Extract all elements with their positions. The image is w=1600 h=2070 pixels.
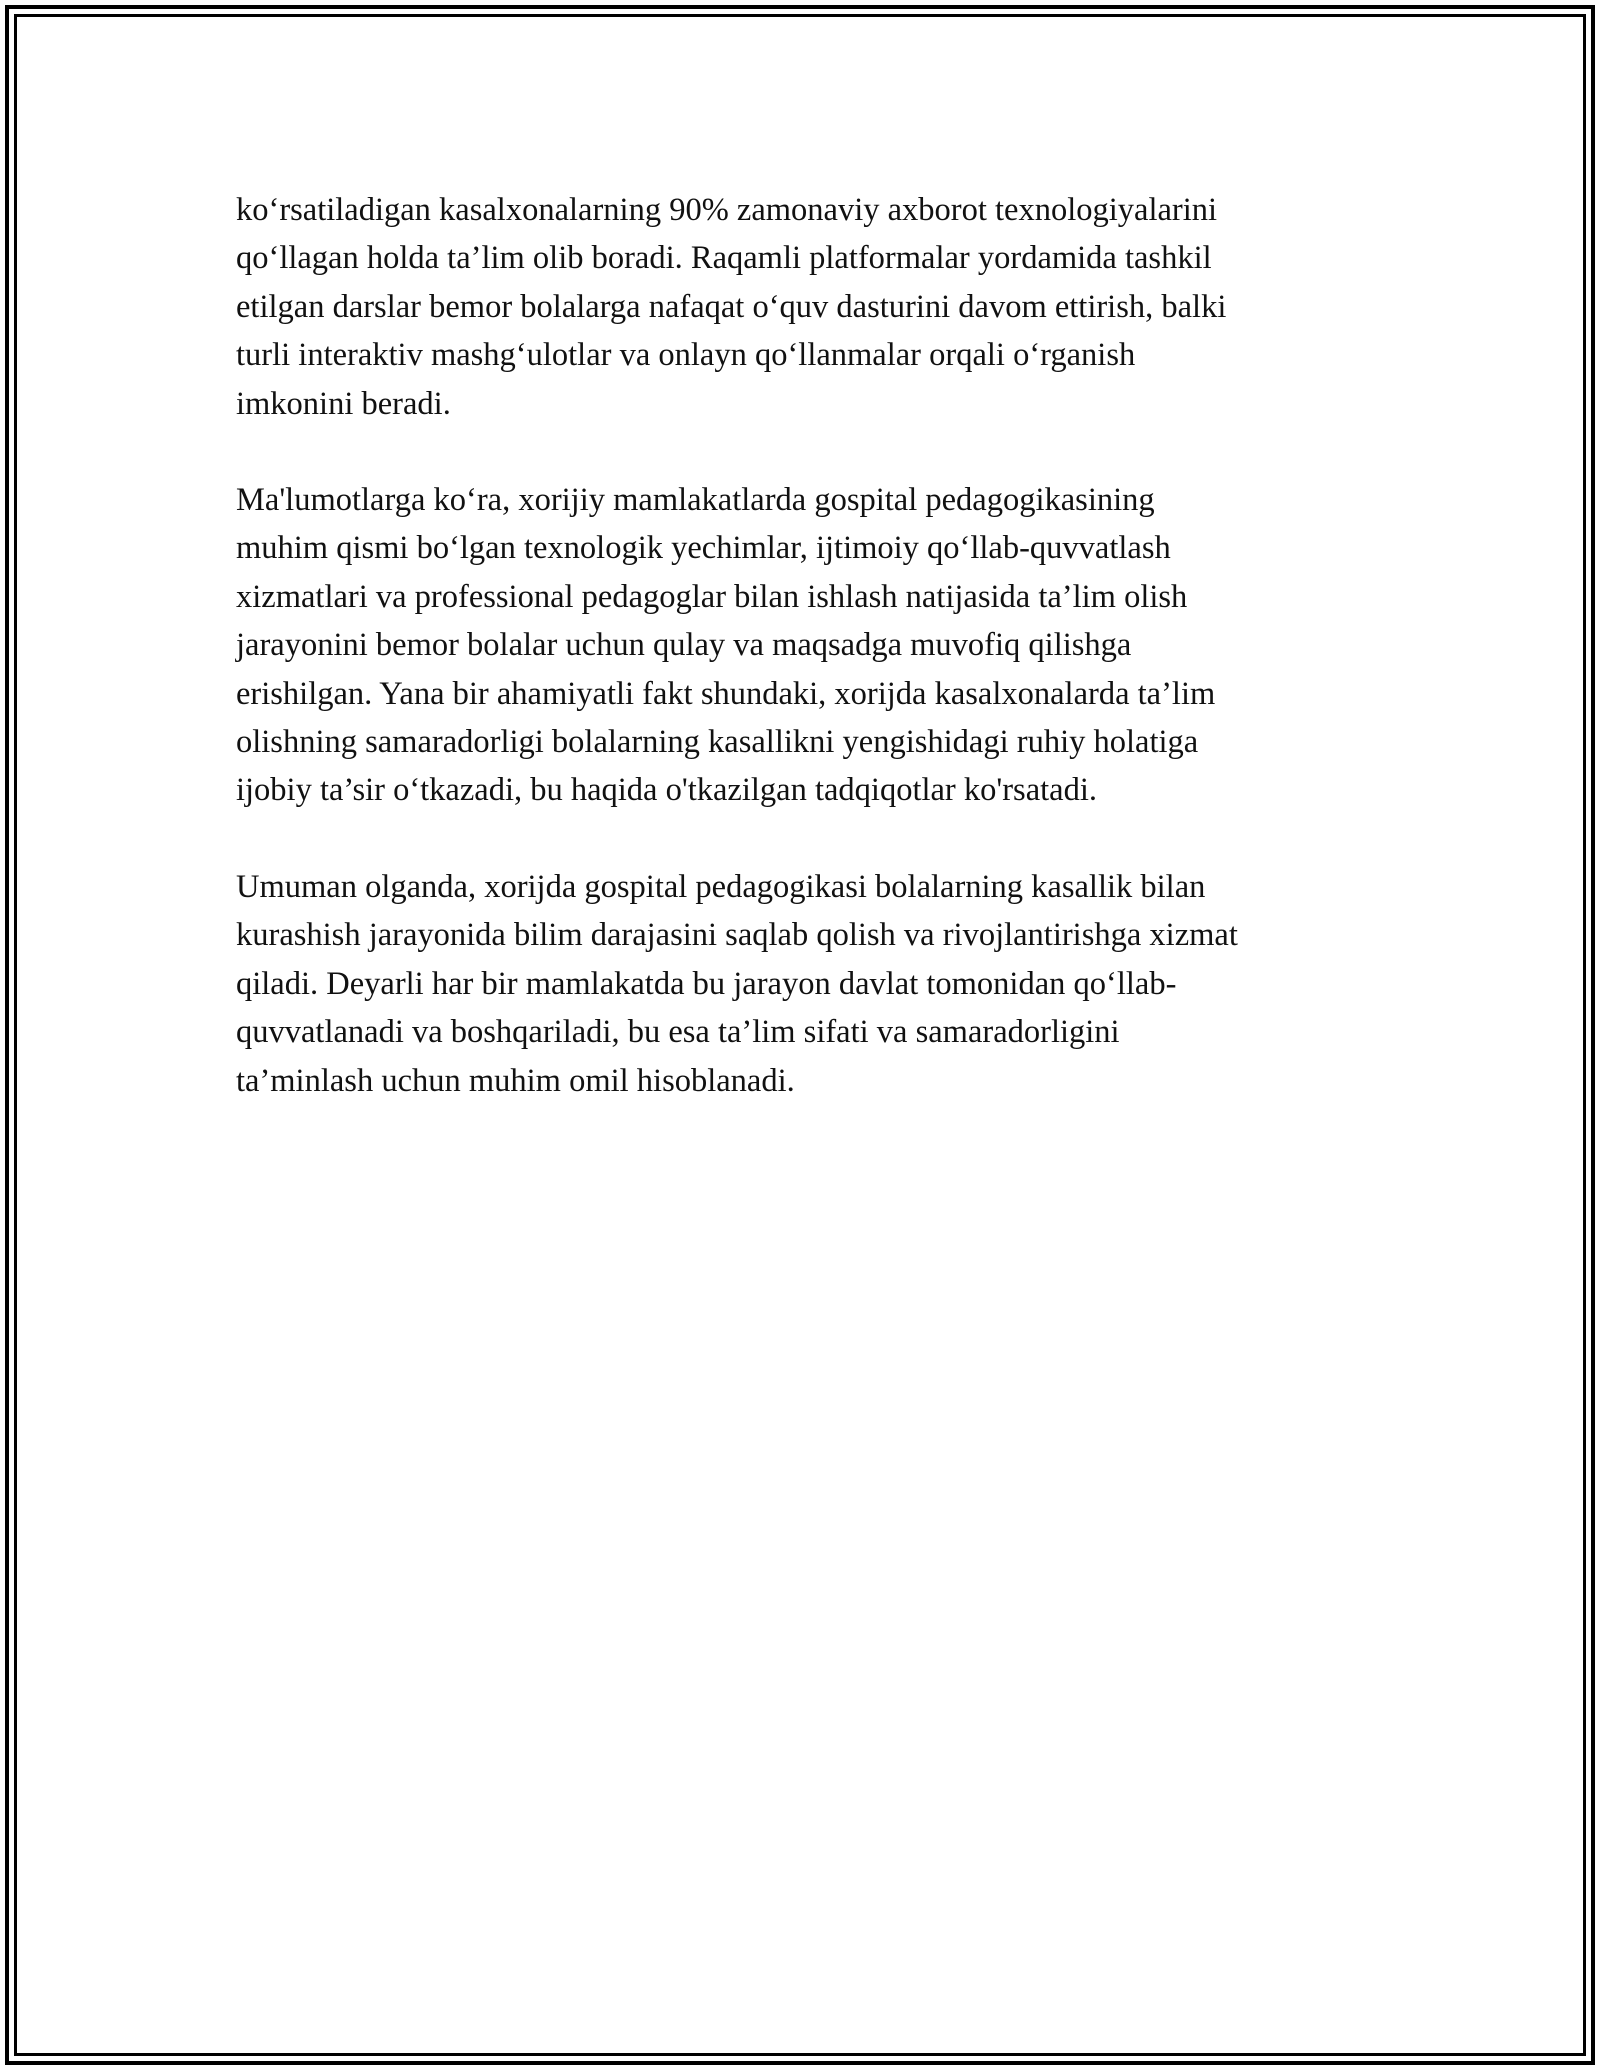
text-line: ko‘rsatiladigan kasalxonalarning 90% zamonaviy axborot texnologiyalarini bbox=[236, 192, 1218, 228]
text-line: ta’minlash uchun muhim omil hisoblanadi. bbox=[236, 1062, 795, 1099]
text-line: qo‘llagan holda ta’lim olib boradi. Raqamli platformalar yordamida tashkil bbox=[236, 240, 1212, 277]
text-line: jarayonini bemor bolalar uchun qulay va maqsadga muvofiq qilishga bbox=[236, 627, 1132, 664]
text-line: erishilgan. Yana bir ahamiyatli fakt shundaki, xorijda kasalxonalarda ta’lim bbox=[236, 675, 1216, 712]
text-line: Umuman olganda, xorijda gospital pedagogikasi bolalarning kasallik bilan bbox=[236, 868, 1206, 905]
document-body bbox=[236, 186, 1381, 1153]
text-line: olishning samaradorligi bolalarning kasallikni yengishidagi ruhiy holatiga bbox=[236, 724, 1199, 761]
paragraph-1 bbox=[236, 186, 1381, 428]
paragraph-2 bbox=[236, 476, 1381, 815]
text-line: kurashish jarayonida bilim darajasini saqlab qolish va rivojlantirishga xizmat bbox=[236, 917, 1238, 954]
text-line: quvvatlanadi va boshqariladi, bu esa ta’lim sifati va samaradorligini bbox=[236, 1014, 1120, 1051]
text-line: muhim qismi bo‘lgan texnologik yechimlar, ijtimoiy qo‘llab-quvvatlash bbox=[236, 530, 1171, 567]
text-line: xizmatlari va professional pedagoglar bilan ishlash natijasida ta’lim olish bbox=[236, 578, 1188, 615]
text-line: imkonini beradi. bbox=[236, 385, 451, 422]
text-line: turli interaktiv mashg‘ulotlar va onlayn qo‘llanmalar orqali o‘rganish bbox=[236, 337, 1136, 374]
text-line: etilgan darslar bemor bolalarga nafaqat o‘quv dasturini davom ettirish, balki bbox=[236, 288, 1227, 325]
text-line: ijobiy ta’sir o‘tkazadi, bu haqida o'tkazilgan tadqiqotlar ko'rsatadi. bbox=[236, 772, 1097, 809]
text-line: Ma'lumotlarga ko‘ra, xorijiy mamlakatlarda gospital pedagogikasining bbox=[236, 482, 1155, 519]
paragraph-3 bbox=[236, 863, 1381, 1105]
text-line: qiladi. Deyarli har bir mamlakatda bu jarayon davlat tomonidan qo‘llab- bbox=[236, 965, 1177, 1002]
